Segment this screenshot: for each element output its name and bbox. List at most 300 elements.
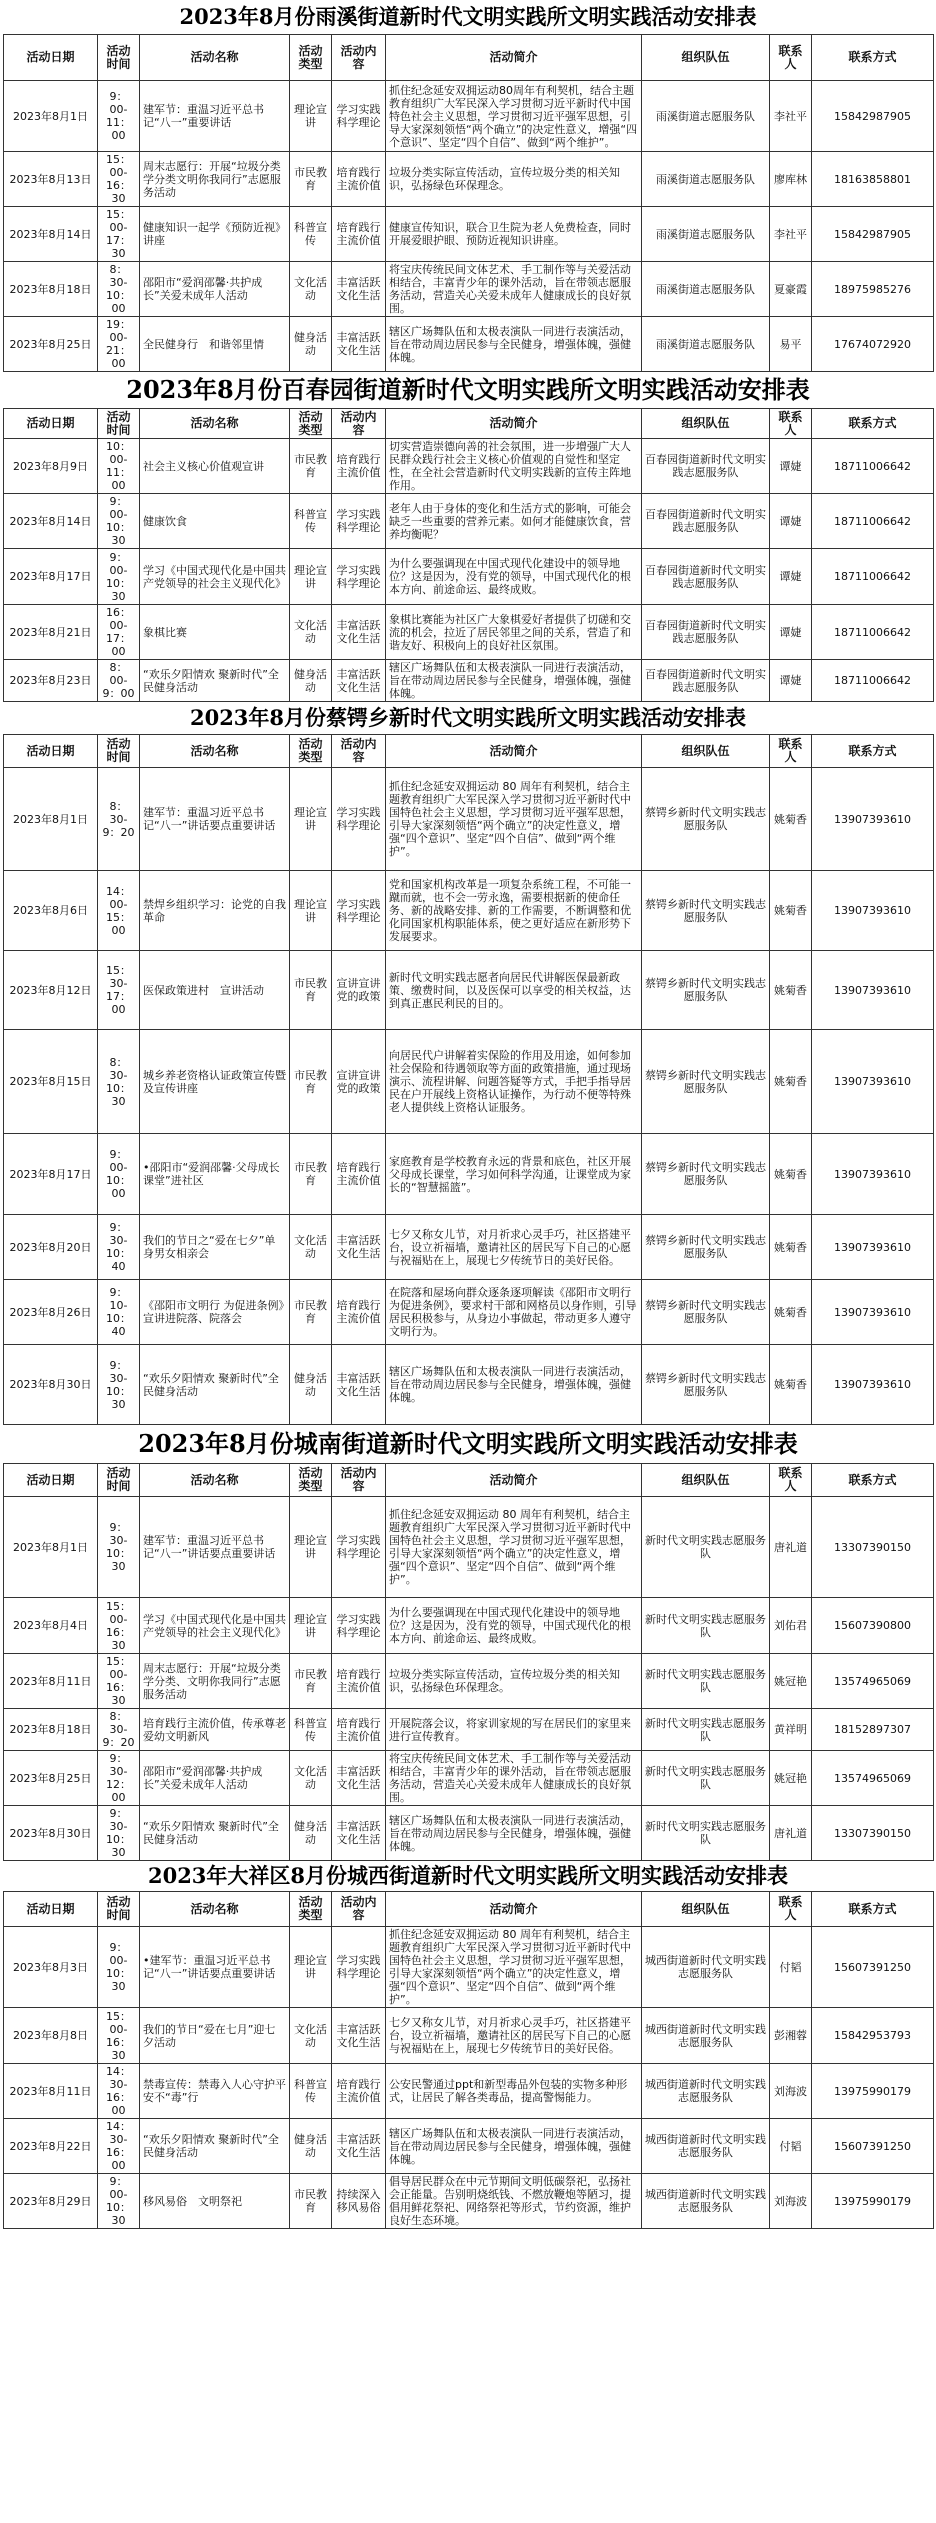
column-header: 联系方式 <box>812 35 934 81</box>
activity-name-cell: “欢乐夕阳情欢 聚新时代”全民健身活动 <box>140 1806 290 1861</box>
intro-cell: 垃圾分类实际宣传活动，宣传垃圾分类的相关知识，弘扬绿色环保理念。 <box>386 1654 642 1709</box>
date-cell: 2023年8月14日 <box>4 494 98 549</box>
table-header-row <box>4 1892 934 1927</box>
section-title: 2023年8月份百春园街道新时代文明实践所文明实践活动安排表 <box>126 375 810 404</box>
content-cell: 学习实践科学理论 <box>332 1927 386 2008</box>
activity-name-cell: 全民健身行 和谐邻里情 <box>140 317 290 372</box>
time-cell: 9：00-10：30 <box>98 549 140 605</box>
team-cell: 雨溪街道志愿服务队 <box>642 262 770 317</box>
date-cell: 2023年8月3日 <box>4 1927 98 2008</box>
date-cell: 2023年8月1日 <box>4 1497 98 1598</box>
activity-name-cell: 周末志愿行：开展“垃圾分类学分类文明你我同行”志愿服务活动 <box>140 152 290 207</box>
table-row <box>4 81 934 152</box>
table-row <box>4 1215 934 1280</box>
contact-cell: 刘海波 <box>770 2174 812 2229</box>
team-cell: 城西街道新时代文明实践志愿服务队 <box>642 1927 770 2008</box>
activity-name-cell: 我们的节日“爱在七月”迎七夕活动 <box>140 2008 290 2064</box>
time-cell: 9：10-10：40 <box>98 1280 140 1345</box>
table-row <box>4 1497 934 1598</box>
contact-cell: 姚菊香 <box>770 871 812 951</box>
type-cell: 理论宣讲 <box>290 1598 332 1654</box>
date-cell: 2023年8月11日 <box>4 1654 98 1709</box>
intro-cell: 倡导居民群众在中元节期间文明低碳祭祀，弘扬社会正能量。告别明烧纸钱、不燃放鞭炮等陋习，提倡用鲜花祭祀、网络祭祀等形式，节约资源，维护良好生态环境。 <box>386 2174 642 2229</box>
intro-cell: 辖区广场舞队伍和太极表演队一同进行表演活动，旨在带动周边居民参与全民健身，增强体魄，强健体魄。 <box>386 660 642 702</box>
contact-cell: 谭婕 <box>770 439 812 494</box>
contact-cell: 谭婕 <box>770 660 812 702</box>
activity-name-cell: 学习《中国式现代化是中国共产党领导的社会主义现代化》 <box>140 1598 290 1654</box>
activity-name-cell: “欢乐夕阳情欢 聚新时代”全民健身活动 <box>140 1345 290 1425</box>
intro-cell: 将宝庆传统民间文体艺术、手工制作等与关爱活动相结合，丰富青少年的课外活动，旨在带领志愿服务活动，营造关心关爱未成年人健康成长的良好氛围。 <box>386 1751 642 1806</box>
phone-cell: 17674072920 <box>812 317 934 372</box>
section-2 <box>3 372 933 702</box>
phone-cell: 18163858801 <box>812 152 934 207</box>
time-cell: 14：30-16：00 <box>98 2064 140 2119</box>
type-cell: 市民教育 <box>290 439 332 494</box>
date-cell: 2023年8月30日 <box>4 1345 98 1425</box>
table-row <box>4 605 934 660</box>
section-title: 2023年8月份城南街道新时代文明实践所文明实践活动安排表 <box>138 1429 798 1458</box>
intro-cell: 七夕又称女儿节，对月祈求心灵手巧，社区搭建平台，设立祈福墙，邀请社区的居民写下自己的心愿与祝福贴在上，展现七夕传统节日的美好民俗。 <box>386 1215 642 1280</box>
table-row <box>4 1598 934 1654</box>
phone-cell: 15842987905 <box>812 81 934 152</box>
contact-cell: 姚冠艳 <box>770 1751 812 1806</box>
activity-name-cell: 建军节：重温习近平总书记“八一”讲话要点重要讲话 <box>140 768 290 871</box>
content-cell: 丰富活跃文化生活 <box>332 1345 386 1425</box>
time-cell: 15：00-16：30 <box>98 152 140 207</box>
contact-cell: 李社平 <box>770 81 812 152</box>
column-header: 活动类型 <box>290 35 332 81</box>
team-cell: 蔡锷乡新时代文明实践志愿服务队 <box>642 1134 770 1215</box>
intro-cell: 为什么要强调现在中国式现代化建设中的领导地位？这是因为，没有党的领导，中国式现代化的根本方向、前途命运、最终成败。 <box>386 549 642 605</box>
column-header: 活动日期 <box>4 1464 98 1497</box>
table-row <box>4 1134 934 1215</box>
intro-cell: 辖区广场舞队伍和太极表演队一同进行表演活动，旨在带动周边居民参与全民健身，增强体魄，强健体魄。 <box>386 317 642 372</box>
table-row <box>4 1709 934 1751</box>
intro-cell: 抓住纪念延安双拥运动 80 周年有利契机，结合主题教育组织广大军民深入学习贯彻习近平新时代中国特色社会主义思想，学习贯彻习近平强军思想，引导大家深刻领悟“两个确立”的决定性意义，增强“四个意识”、坚定“四个自信”、做到“两个维护”。 <box>386 1927 642 2008</box>
table-row <box>4 439 934 494</box>
team-cell: 新时代文明实践志愿服务队 <box>642 1598 770 1654</box>
type-cell: 健身活动 <box>290 1806 332 1861</box>
content-cell: 丰富活跃文化生活 <box>332 1806 386 1861</box>
column-header: 活动名称 <box>140 735 290 768</box>
phone-cell: 13907393610 <box>812 768 934 871</box>
table-row <box>4 2064 934 2119</box>
date-cell: 2023年8月1日 <box>4 768 98 871</box>
content-cell: 丰富活跃文化生活 <box>332 1751 386 1806</box>
activity-name-cell: 建军节：重温习近平总书记“八一”重要讲话 <box>140 81 290 152</box>
phone-cell: 15607390800 <box>812 1598 934 1654</box>
date-cell: 2023年8月12日 <box>4 951 98 1030</box>
date-cell: 2023年8月21日 <box>4 605 98 660</box>
time-cell: 15：00-17：30 <box>98 207 140 262</box>
column-header: 活动时间 <box>98 35 140 81</box>
table-row <box>4 1751 934 1806</box>
intro-cell: 新时代文明实践志愿者向居民代讲解医保最新政策、缴费时间，以及医保可以享受的相关权益，达到真正惠民利民的目的。 <box>386 951 642 1030</box>
activity-table <box>3 734 934 1425</box>
contact-cell: 李社平 <box>770 207 812 262</box>
time-cell: 9：30-10：30 <box>98 1345 140 1425</box>
section-title: 2023年8月份雨溪街道新时代文明实践所文明实践活动安排表 <box>179 4 757 29</box>
time-cell: 9：30-10：30 <box>98 1497 140 1598</box>
phone-cell: 13907393610 <box>812 871 934 951</box>
column-header: 活动内容 <box>332 1892 386 1927</box>
date-cell: 2023年8月26日 <box>4 1280 98 1345</box>
activity-name-cell: 学习《中国式现代化是中国共产党领导的社会主义现代化》 <box>140 549 290 605</box>
column-header: 活动简介 <box>386 735 642 768</box>
type-cell: 健身活动 <box>290 1345 332 1425</box>
column-header: 活动时间 <box>98 1464 140 1497</box>
time-cell: 8：30-10：30 <box>98 1030 140 1134</box>
phone-cell: 15607391250 <box>812 1927 934 2008</box>
column-header: 活动时间 <box>98 409 140 439</box>
intro-cell: 向居民代户讲解着实保险的作用及用途，如何参加社会保险和待遇领取等方面的政策措施，通过现场演示、流程讲解、问题答疑等方式，手把手指导居民在户开展线上资格认证操作，为行动不便等特殊老人提供线上资格认证服务。 <box>386 1030 642 1134</box>
intro-cell: 辖区广场舞队伍和太极表演队一同进行表演活动，旨在带动周边居民参与全民健身，增强体魄，强健体魄。 <box>386 1345 642 1425</box>
contact-cell: 刘佑君 <box>770 1598 812 1654</box>
time-cell: 10：00-11：00 <box>98 439 140 494</box>
column-header: 活动日期 <box>4 409 98 439</box>
time-cell: 9：30-10：30 <box>98 1806 140 1861</box>
date-cell: 2023年8月23日 <box>4 660 98 702</box>
table-row <box>4 2119 934 2174</box>
activity-name-cell: 我们的节日之“爱在七夕”单身男女相亲会 <box>140 1215 290 1280</box>
date-cell: 2023年8月17日 <box>4 1134 98 1215</box>
contact-cell: 易平 <box>770 317 812 372</box>
date-cell: 2023年8月18日 <box>4 262 98 317</box>
date-cell: 2023年8月25日 <box>4 317 98 372</box>
column-header: 活动时间 <box>98 735 140 768</box>
team-cell: 雨溪街道志愿服务队 <box>642 317 770 372</box>
activity-name-cell: 象棋比赛 <box>140 605 290 660</box>
team-cell: 蔡锷乡新时代文明实践志愿服务队 <box>642 768 770 871</box>
column-header: 联系人 <box>770 35 812 81</box>
content-cell: 培育践行主流价值 <box>332 207 386 262</box>
table-row <box>4 951 934 1030</box>
date-cell: 2023年8月17日 <box>4 549 98 605</box>
intro-cell: 辖区广场舞队伍和太极表演队一同进行表演活动，旨在带动周边居民参与全民健身，增强体魄，强健体魄。 <box>386 1806 642 1861</box>
column-header: 活动日期 <box>4 1892 98 1927</box>
date-cell: 2023年8月30日 <box>4 1806 98 1861</box>
intro-cell: 家庭教育是学校教育永远的背景和底色，社区开展父母成长课堂，学习如何科学沟通，让课堂成为家长的“智慧摇篮”。 <box>386 1134 642 1215</box>
phone-cell: 18711006642 <box>812 549 934 605</box>
team-cell: 蔡锷乡新时代文明实践志愿服务队 <box>642 951 770 1030</box>
type-cell: 市民教育 <box>290 1030 332 1134</box>
type-cell: 理论宣讲 <box>290 871 332 951</box>
activity-name-cell: 邵阳市“爱润邵馨·共护成长”关爱未成年人活动 <box>140 262 290 317</box>
contact-cell: 姚冠艳 <box>770 1654 812 1709</box>
activity-name-cell: 禁焊乡组织学习：论党的自我革命 <box>140 871 290 951</box>
team-cell: 新时代文明实践志愿服务队 <box>642 1497 770 1598</box>
contact-cell: 姚菊香 <box>770 768 812 871</box>
content-cell: 培育践行主流价值 <box>332 152 386 207</box>
phone-cell: 13907393610 <box>812 1030 934 1134</box>
phone-cell: 18711006642 <box>812 494 934 549</box>
contact-cell: 刘海波 <box>770 2064 812 2119</box>
phone-cell: 13907393610 <box>812 1280 934 1345</box>
column-header: 活动名称 <box>140 35 290 81</box>
contact-cell: 付韬 <box>770 1927 812 2008</box>
intro-cell: 公安民警通过ppt和新型毒品外包装的实物多种形式，让居民了解各类毒品，提高警惕能力。 <box>386 2064 642 2119</box>
table-header-row <box>4 735 934 768</box>
contact-cell: 姚菊香 <box>770 951 812 1030</box>
table-row <box>4 871 934 951</box>
phone-cell: 15842953793 <box>812 2008 934 2064</box>
content-cell: 培育践行主流价值 <box>332 1654 386 1709</box>
contact-cell: 谭婕 <box>770 494 812 549</box>
column-header: 联系人 <box>770 1464 812 1497</box>
date-cell: 2023年8月18日 <box>4 1709 98 1751</box>
intro-cell: 健康宣传知识，联合卫生院为老人免费检查，同时开展爱眼护眼、预防近视知识讲座。 <box>386 207 642 262</box>
intro-cell: 垃圾分类实际宣传活动，宣传垃圾分类的相关知识，弘扬绿色环保理念。 <box>386 152 642 207</box>
activity-name-cell: 健康饮食 <box>140 494 290 549</box>
intro-cell: 老年人由于身体的变化和生活方式的影响，可能会缺乏一些重要的营养元素。如何才能健康饮食，营养均衡呢？ <box>386 494 642 549</box>
date-cell: 2023年8月20日 <box>4 1215 98 1280</box>
team-cell: 城西街道新时代文明实践志愿服务队 <box>642 2174 770 2229</box>
content-cell: 学习实践科学理论 <box>332 494 386 549</box>
contact-cell: 姚菊香 <box>770 1134 812 1215</box>
column-header: 活动日期 <box>4 35 98 81</box>
team-cell: 蔡锷乡新时代文明实践志愿服务队 <box>642 1215 770 1280</box>
column-header: 活动类型 <box>290 409 332 439</box>
column-header: 活动类型 <box>290 1464 332 1497</box>
content-cell: 学习实践科学理论 <box>332 1598 386 1654</box>
team-cell: 新时代文明实践志愿服务队 <box>642 1751 770 1806</box>
content-cell: 丰富活跃文化生活 <box>332 605 386 660</box>
table-header-row <box>4 409 934 439</box>
table-row <box>4 1927 934 2008</box>
type-cell: 市民教育 <box>290 1134 332 1215</box>
table-header-row <box>4 1464 934 1497</box>
table-row <box>4 317 934 372</box>
type-cell: 文化活动 <box>290 605 332 660</box>
type-cell: 科普宣传 <box>290 207 332 262</box>
type-cell: 市民教育 <box>290 1654 332 1709</box>
column-header: 活动名称 <box>140 1464 290 1497</box>
activity-name-cell: 建军节：重温习近平总书记“八一”讲话要点重要讲话 <box>140 1497 290 1598</box>
type-cell: 科普宣传 <box>290 494 332 549</box>
time-cell: 9：00-10：30 <box>98 494 140 549</box>
column-header: 联系人 <box>770 735 812 768</box>
table-row <box>4 1280 934 1345</box>
table-row <box>4 2008 934 2064</box>
content-cell: 持续深入移风易俗 <box>332 2174 386 2229</box>
column-header: 活动内容 <box>332 35 386 81</box>
time-cell: 9：30-10：40 <box>98 1215 140 1280</box>
team-cell: 新时代文明实践志愿服务队 <box>642 1806 770 1861</box>
phone-cell: 13975990179 <box>812 2174 934 2229</box>
section-3 <box>3 702 933 1425</box>
intro-cell: 象棋比赛能为社区广大象棋爱好者提供了切磋和交流的机会，拉近了居民邻里之间的关系，营造了和谐友好、积极向上的良好社区氛围。 <box>386 605 642 660</box>
team-cell: 雨溪街道志愿服务队 <box>642 207 770 262</box>
team-cell: 城西街道新时代文明实践志愿服务队 <box>642 2008 770 2064</box>
time-cell: 9：00-10：00 <box>98 1134 140 1215</box>
time-cell: 8：30-10：00 <box>98 262 140 317</box>
phone-cell: 18711006642 <box>812 660 934 702</box>
column-header: 联系方式 <box>812 735 934 768</box>
content-cell: 学习实践科学理论 <box>332 549 386 605</box>
column-header: 活动简介 <box>386 35 642 81</box>
phone-cell: 13907393610 <box>812 1134 934 1215</box>
section-4 <box>3 1425 933 1861</box>
phone-cell: 13975990179 <box>812 2064 934 2119</box>
column-header: 组织队伍 <box>642 735 770 768</box>
time-cell: 15：00-16：30 <box>98 1598 140 1654</box>
intro-cell: 在院落和屋场向群众逐条逐项解读《邵阳市文明行为促进条例》，要求村干部和网格员以身作则，引导居民积极参与，从身边小事做起，带动更多人遵守文明行为。 <box>386 1280 642 1345</box>
team-cell: 城西街道新时代文明实践志愿服务队 <box>642 2119 770 2174</box>
activity-name-cell: 城乡养老资格认证政策宣传暨及宣传讲座 <box>140 1030 290 1134</box>
content-cell: 培育践行主流价值 <box>332 439 386 494</box>
content-cell: 培育践行主流价值 <box>332 1709 386 1751</box>
activity-name-cell: 社会主义核心价值观宣讲 <box>140 439 290 494</box>
type-cell: 科普宣传 <box>290 2064 332 2119</box>
column-header: 活动日期 <box>4 735 98 768</box>
date-cell: 2023年8月4日 <box>4 1598 98 1654</box>
date-cell: 2023年8月6日 <box>4 871 98 951</box>
time-cell: 14：30-16：00 <box>98 2119 140 2174</box>
team-cell: 百春园街道新时代文明实践志愿服务队 <box>642 549 770 605</box>
contact-cell: 姚菊香 <box>770 1030 812 1134</box>
phone-cell: 13307390150 <box>812 1806 934 1861</box>
column-header: 活动内容 <box>332 1464 386 1497</box>
activity-table <box>3 34 934 372</box>
activity-name-cell: “欢乐夕阳情欢 聚新时代”全民健身活动 <box>140 660 290 702</box>
activity-name-cell: 健康知识一起学《预防近视》讲座 <box>140 207 290 262</box>
column-header: 活动时间 <box>98 1892 140 1927</box>
column-header: 联系人 <box>770 409 812 439</box>
column-header: 活动内容 <box>332 735 386 768</box>
contact-cell: 付韬 <box>770 2119 812 2174</box>
team-cell: 百春园街道新时代文明实践志愿服务队 <box>642 494 770 549</box>
team-cell: 百春园街道新时代文明实践志愿服务队 <box>642 660 770 702</box>
date-cell: 2023年8月15日 <box>4 1030 98 1134</box>
activity-name-cell: 培育践行主流价值，传承尊老爱幼文明新风 <box>140 1709 290 1751</box>
table-row <box>4 1345 934 1425</box>
contact-cell: 谭婕 <box>770 549 812 605</box>
content-cell: 宣讲宣讲党的政策 <box>332 951 386 1030</box>
time-cell: 9：00-11：00 <box>98 81 140 152</box>
phone-cell: 15607391250 <box>812 2119 934 2174</box>
type-cell: 健身活动 <box>290 317 332 372</box>
type-cell: 健身活动 <box>290 660 332 702</box>
column-header: 联系方式 <box>812 409 934 439</box>
activity-table <box>3 408 934 702</box>
activity-name-cell: •建军节：重温习近平总书记“八一”讲话要点重要讲话 <box>140 1927 290 2008</box>
time-cell: 19：00-21：00 <box>98 317 140 372</box>
activity-table <box>3 1891 934 2229</box>
column-header: 联系人 <box>770 1892 812 1927</box>
type-cell: 文化活动 <box>290 2008 332 2064</box>
team-cell: 蔡锷乡新时代文明实践志愿服务队 <box>642 871 770 951</box>
time-cell: 8：30-9：20 <box>98 768 140 871</box>
table-row <box>4 1654 934 1709</box>
table-header-row <box>4 35 934 81</box>
team-cell: 新时代文明实践志愿服务队 <box>642 1709 770 1751</box>
column-header: 联系方式 <box>812 1892 934 1927</box>
date-cell: 2023年8月9日 <box>4 439 98 494</box>
table-row <box>4 494 934 549</box>
content-cell: 学习实践科学理论 <box>332 1497 386 1598</box>
content-cell: 培育践行主流价值 <box>332 1280 386 1345</box>
date-cell: 2023年8月8日 <box>4 2008 98 2064</box>
intro-cell: 将宝庆传统民间文体艺术、手工制作等与关爱活动相结合，丰富青少年的课外活动，旨在带领志愿服务活动，营造关心关爱未成年人健康成长的良好氛围。 <box>386 262 642 317</box>
contact-cell: 唐礼道 <box>770 1806 812 1861</box>
content-cell: 丰富活跃文化生活 <box>332 262 386 317</box>
phone-cell: 13574965069 <box>812 1654 934 1709</box>
content-cell: 丰富活跃文化生活 <box>332 1215 386 1280</box>
phone-cell: 18975985276 <box>812 262 934 317</box>
content-cell: 宣讲宣讲党的政策 <box>332 1030 386 1134</box>
team-cell: 城西街道新时代文明实践志愿服务队 <box>642 2064 770 2119</box>
phone-cell: 13907393610 <box>812 1215 934 1280</box>
column-header: 活动名称 <box>140 1892 290 1927</box>
type-cell: 理论宣讲 <box>290 1927 332 2008</box>
type-cell: 市民教育 <box>290 152 332 207</box>
intro-cell: 辖区广场舞队伍和太极表演队一同进行表演活动，旨在带动周边居民参与全民健身，增强体魄，强健体魄。 <box>386 2119 642 2174</box>
activity-name-cell: 《邵阳市文明行 为促进条例》宣讲进院落、院落会 <box>140 1280 290 1345</box>
time-cell: 8：00-9：00 <box>98 660 140 702</box>
contact-cell: 姚菊香 <box>770 1215 812 1280</box>
table-row <box>4 768 934 871</box>
time-cell: 9：00-10：30 <box>98 1927 140 2008</box>
contact-cell: 姚菊香 <box>770 1280 812 1345</box>
phone-cell: 13307390150 <box>812 1497 934 1598</box>
date-cell: 2023年8月14日 <box>4 207 98 262</box>
column-header: 活动类型 <box>290 1892 332 1927</box>
intro-cell: 切实营造崇德向善的社会氛围，进一步增强广大人民群众践行社会主义核心价值观的自觉性和坚定性，在全社会营造新时代文明实践新的宣传主阵地作用。 <box>386 439 642 494</box>
activity-name-cell: 移风易俗 文明祭祀 <box>140 2174 290 2229</box>
type-cell: 文化活动 <box>290 262 332 317</box>
intro-cell: 抓住纪念延安双拥运动 80 周年有利契机，结合主题教育组织广大军民深入学习贯彻习近平新时代中国特色社会主义思想，学习贯彻习近平强军思想，引导大家深刻领悟“两个确立”的决定性意义，增强“四个意识”、坚定“四个自信”、做到“两个维护”。 <box>386 768 642 871</box>
intro-cell: 抓住纪念延安双拥运动80周年有利契机，结合主题教育组织广大军民深入学习贯彻习近平新时代中国特色社会主义思想，学习贯彻习近平强军思想，引导大家深刻领悟“两个确立”的决定性意义，增强“四个意识”、坚定“四个自信”、做到“两个维护”。 <box>386 81 642 152</box>
intro-cell: 党和国家机构改革是一项复杂系统工程，不可能一蹴而就，也不会一劳永逸，需要根据新的使命任务、新的战略安排、新的工作需要，不断调整和优化同国家机构职能体系，使之更好适应在新形势下发展要求。 <box>386 871 642 951</box>
team-cell: 蔡锷乡新时代文明实践志愿服务队 <box>642 1030 770 1134</box>
phone-cell: 18711006642 <box>812 439 934 494</box>
time-cell: 8：30-9：20 <box>98 1709 140 1751</box>
team-cell: 百春园街道新时代文明实践志愿服务队 <box>642 605 770 660</box>
type-cell: 文化活动 <box>290 1215 332 1280</box>
type-cell: 文化活动 <box>290 1751 332 1806</box>
type-cell: 理论宣讲 <box>290 1497 332 1598</box>
activity-name-cell: •邵阳市“爱润邵馨·父母成长课堂”进社区 <box>140 1134 290 1215</box>
date-cell: 2023年8月1日 <box>4 81 98 152</box>
contact-cell: 姚菊香 <box>770 1345 812 1425</box>
date-cell: 2023年8月22日 <box>4 2119 98 2174</box>
phone-cell: 13907393610 <box>812 951 934 1030</box>
date-cell: 2023年8月13日 <box>4 152 98 207</box>
column-header: 组织队伍 <box>642 1464 770 1497</box>
contact-cell: 谭婕 <box>770 605 812 660</box>
section-title: 2023年8月份蔡锷乡新时代文明实践所文明实践活动安排表 <box>189 705 747 730</box>
table-row <box>4 660 934 702</box>
content-cell: 培育践行主流价值 <box>332 1134 386 1215</box>
type-cell: 理论宣讲 <box>290 549 332 605</box>
team-cell: 雨溪街道志愿服务队 <box>642 152 770 207</box>
time-cell: 16：00-17：00 <box>98 605 140 660</box>
contact-cell: 彭湘蓉 <box>770 2008 812 2064</box>
section-title: 2023年大祥区8月份城西街道新时代文明实践所文明实践活动安排表 <box>147 1863 789 1888</box>
column-header: 活动简介 <box>386 409 642 439</box>
column-header: 组织队伍 <box>642 35 770 81</box>
table-row <box>4 1030 934 1134</box>
type-cell: 健身活动 <box>290 2119 332 2174</box>
contact-cell: 夏豪霞 <box>770 262 812 317</box>
column-header: 联系方式 <box>812 1464 934 1497</box>
content-cell: 学习实践科学理论 <box>332 768 386 871</box>
table-row <box>4 207 934 262</box>
content-cell: 丰富活跃文化生活 <box>332 2008 386 2064</box>
activity-name-cell: 禁毒宣传：禁毒入人心守护平安不“毒”行 <box>140 2064 290 2119</box>
column-header: 活动内容 <box>332 409 386 439</box>
intro-cell: 开展院落会议，将家训家规的写在居民们的家里来进行宣传教育。 <box>386 1709 642 1751</box>
